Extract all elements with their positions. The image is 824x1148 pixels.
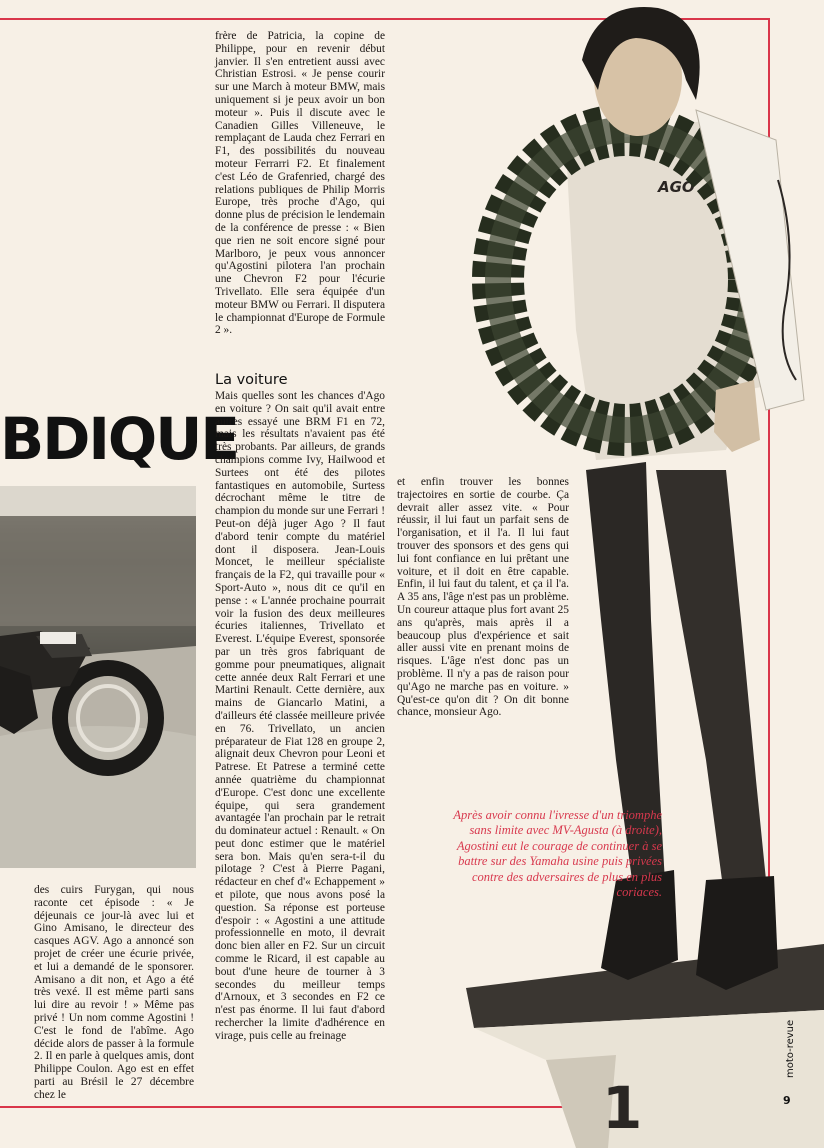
magazine-name-folio [761, 1052, 821, 1078]
column-2-top-text: frère de Patricia, la copine de Philippe, pour en revenir début janvier. Il s'en entretient aussi avec Christian Estrosi. « Je pense courir sur une March à moteur BMW, mais uniquement si je peux avoir un bon moteur ». Puis il discute avec le Canadien Gilles Villeneuve, le remplaçant de Lauda chez Ferrari en F1, des possibilités du nouveau moteur Ferrarri F2. Et finalement c'est Léo de Grafenried, chargé des relations publiques de Philip Morris Europe, très proche d'Ago, qui donne plus de précision le lendemain de la conférence de presse : « Bien que rien ne soit encore signé pour Marlboro, je peux vous annoncer qu'Agostini pilotera l'an prochain une Chevron F2 pour l'écurie Trivellato. Elle sera équipée d'un moteur BMW ou Ferrari. Il disputera le championnat d'Europe de Formule 2 ». [215, 30, 385, 337]
column-2-bottom-text: Mais quelles sont les chances d'Ago en voiture ? On sait qu'il avait entre autres essayé une BRM F1 en 72, mais les résultats n'avaient pas été très probants. Par ailleurs, de grands champions comme Ivy, Hailwood et Surtees ont été des pilotes fantastiques en automobile, Surtess décrochant même le titre de champion du monde sur une Ferrari ! Peut-on déjà juger Ago ? Il faut d'abord tenir compte du matériel dont il disposera. Jean-Louis Moncet, le meilleur spécialiste français de la F2, qui travaille pour « Sport-Auto », nous dit ce qu'il en pense : « L'année prochaine pourrait voir la fusion des deux meilleures écuries italiennes, Trivellato et Everest. L'équipe Everest, sponsorée par un très gros fabriquant de gomme pour pneumatiques, alignait cette année deux Ralt Ferrari et une Martini Renault. Cette dernière, aux mains de Giancarlo Matini, a d'ailleurs été classée meilleure privée en 76. Trivellato, un ancien préparateur de Fiat 128 en groupe 2, alignait deux Chevron pour Leoni et Patrese. Et Patrese a terminé cette année quatrième du championnat d'Europe. C'est donc une excellente équipe, qui sera grandement avantagée l'an prochain par le retrait du dominateur actuel : Renault. « On peut donc estimer que le matériel sera bon. Mais qu'en sera-t-il du pilotage ? C'est à Pierre Pagani, rédacteur en chef d'« Echappement » et pilote, que nous avons posé la question. Sa réponse est porteuse d'espoir : « Agostini a une attitude professionnelle en moto, il devrait donc bien aller en F2. Sur un circuit comme le Ricard, il est capable au bout d'une heure de tourner à 3 secondes du meilleur temps d'Arnoux, et 3 secondes en F2 ce n'est pas énorme. Il lui faut d'abord rechercher la limite d'adhérence en virage, puis celle au freinage [215, 390, 385, 1042]
article-column-3 [397, 476, 569, 719]
photo-caption: Après avoir connu l'ivresse d'un triomphe sans limite avec MV-Agusta (à droite), Agostini eut le courage de continuer à se battre sur des Yamaha usine puis privées contre des adversaires de plus en plus coriaces. [453, 808, 662, 900]
motorcycle-racing-photo [0, 486, 196, 868]
page-number: 9 [783, 1094, 791, 1107]
article-column-1 [34, 884, 194, 1102]
right-leg [656, 470, 768, 910]
headline: BDIQUE [0, 405, 238, 473]
article-column-2-bottom [215, 390, 385, 1043]
podium-number-label: 1 [602, 1074, 643, 1142]
column-3-text: et enfin trouver les bonnes trajectoires en sortie de courbe. Ça devrait aller assez vite. « Pour réussir, il lui faut un parfait sens de l'organisation, et il l'a. Il lui faut trouver des sponsors et des gens qui lui font confiance en lui prêtant une voiture, et il doit en être capable. Enfin, il lui faut du talent, et ça il l'a. A 35 ans, l'âge n'est pas un problème. Un coureur attaque plus fort avant 25 ans qu'après, mais après il a beaucoup plus d'expérience et sait aller aussi vite en prenant moins de risques. L'âge n'est donc pas un problème. Il n'y a pas de raison pour qu'Ago ne marche pas en voiture. » Qu'est-ce qu'on dit ? On dit bonne chance, monsieur Ago. [397, 476, 569, 719]
article-column-2-top [215, 30, 385, 337]
jacket-ago-text: AGO [658, 178, 695, 196]
section-heading: La voiture [215, 372, 288, 388]
column-1-text: des cuirs Furygan, qui nous raconte cet épisode : « Je déjeunais ce jour-là avec lui et Gino Amisano, le directeur des casques AGV. Ago a annoncé son projet de créer une écurie privée, et lui a demandé de le sponsorer. Amisano a dit non, et Ago a été très vexé. Il est même parti sans lui dire au revoir ! » Même pas privé ! Un nom comme Agostini ! C'est le fond de l'abîme. Ago décide alors de passer à la formule 2. Il en parle à quelques amis, dont Philippe Coulon. Ago est en effet parti au Brésil le 27 décembre chez le [34, 884, 194, 1101]
podium-front [474, 1010, 824, 1148]
right-boot [696, 876, 778, 990]
